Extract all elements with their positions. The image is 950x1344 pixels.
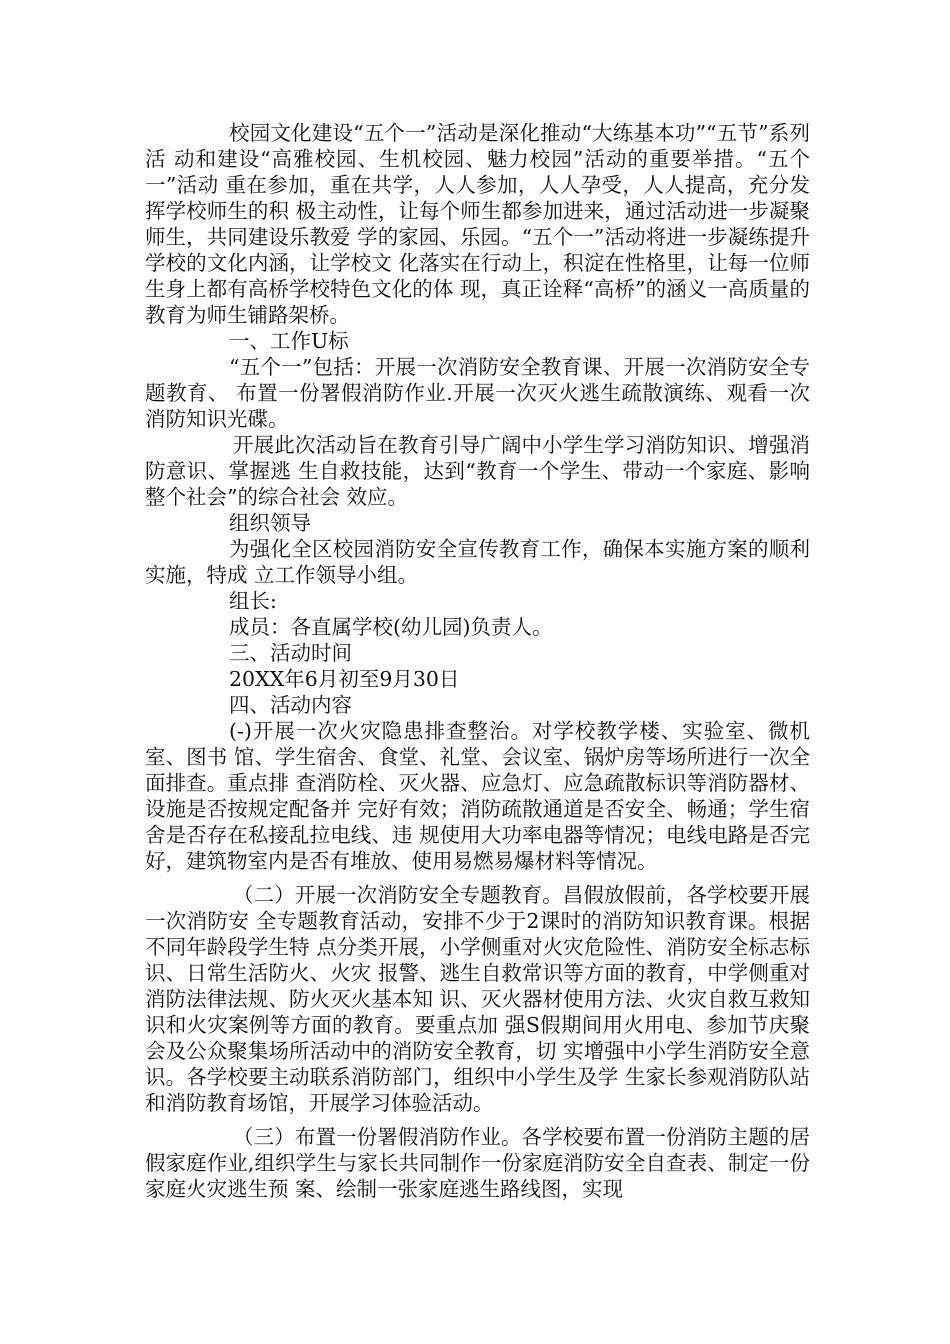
activity-time: 20XX年6月初至9月30日	[229, 667, 460, 691]
members-line: 成员：各直属学校(幼儿园)负责人。	[229, 615, 553, 639]
section-heading-goal: 一、工作U标	[229, 329, 349, 353]
content-item-3: （三）布置一份署假消防作业。各学校要布置一份消防主题的居假家庭作业,组织学生与家长共同制作一份家庭消防安全自查表、制定一份家庭火灾逃生预 案、绘制一张家庭逃生路线图，实现	[145, 1125, 810, 1201]
document-page	[145, 120, 810, 1202]
intro-paragraph: 校园文化建设“五个一”活动是深化推动“大练基本功”“五节”系列活 动和建设“高雅校园、生机校园、魅力校园”活动的重要举措。“五个一”活动 重在参加，重在共学，人人参加，人人孕受，人人提高，充分发挥学校师生的积 极主动性，让每个师生都参加进来，通过活动进一步凝聚师生，共同建设乐教爱 学的家园、乐园。“五个一”活动将进一步凝练提升学校的文化内涵，让学校文 化落实在行动上，积淀在性格里，让每一位师生身上都有高桥学校特色文化的体 现，真正诠释“高桥”的涵义一高质量的教育为师生铺路架桥。	[145, 121, 810, 327]
organization-paragraph: 为强化全区校园消防安全宣传教育工作，确保本实施方案的顺利实施，特成 立工作领导小组。	[145, 537, 810, 587]
section-heading-time: 三、活动时间	[229, 641, 352, 665]
content-item-2: （二）开展一次消防安全专题教育。昌假放假前，各学校要开展一次消防安 全专题教育活动，安排不少于2课时的消防知识教育课。根据不同年龄段学生特 点分类开展，小学侧重对火灾危险性、消防安全标志标识、日常生活防火、火灾 报警、逃生自救常识等方面的教育，中学侧重对消防法律法规、防火灭火基本知 识、灭火器材使用方法、火灾自救互救知识和火灾案例等方面的教育。要重点加 强S假期间用火用电、参加节庆聚会及公众聚集场所活动中的消防安全教育，切 实增强中小学生消防安全意识。各学校要主动联系消防部门，组织中小学生及学 生家长参观消防队站和消防教育场馆，开展学习体验活动。	[145, 883, 810, 1115]
goal-paragraph: “五个一”包括：开展一次消防安全教育课、开展一次消防安全专题教育、 布置一份署假消防作业.开展一次灭火逃生疏散演练、观看一次消防知识光碟。	[145, 355, 810, 431]
section-heading-organization: 组织领导	[229, 511, 311, 535]
leader-line: 组长:	[229, 589, 277, 613]
section-heading-content: 四、活动内容	[229, 693, 352, 717]
content-item-1: (-)开展一次火灾隐患排查整治。对学校教学楼、实验室、微机室、图书 馆、学生宿舍、食堂、礼堂、会议室、锅炉房等场所进行一次全面排查。重点排 查消防栓、灭火器、应急灯、应急疏散标识等消防器材、设施是否按规定配备并 完好有效；消防疏散通道是否安全、畅通；学生宿舍是否存在私接乱拉电线、违 规使用大功率电器等情况；电线电路是否完好，建筑物室内是否有堆放、使用易燃易爆材料等情况。	[145, 719, 810, 873]
purpose-paragraph: 开展此次活动旨在教育引导广阔中小学生学习消防知识、增强消防意识、掌握逃 生自救技能，达到“教育一个学生、带动一个家庭、影响整个社会”的综合社会 效应。	[145, 433, 810, 509]
